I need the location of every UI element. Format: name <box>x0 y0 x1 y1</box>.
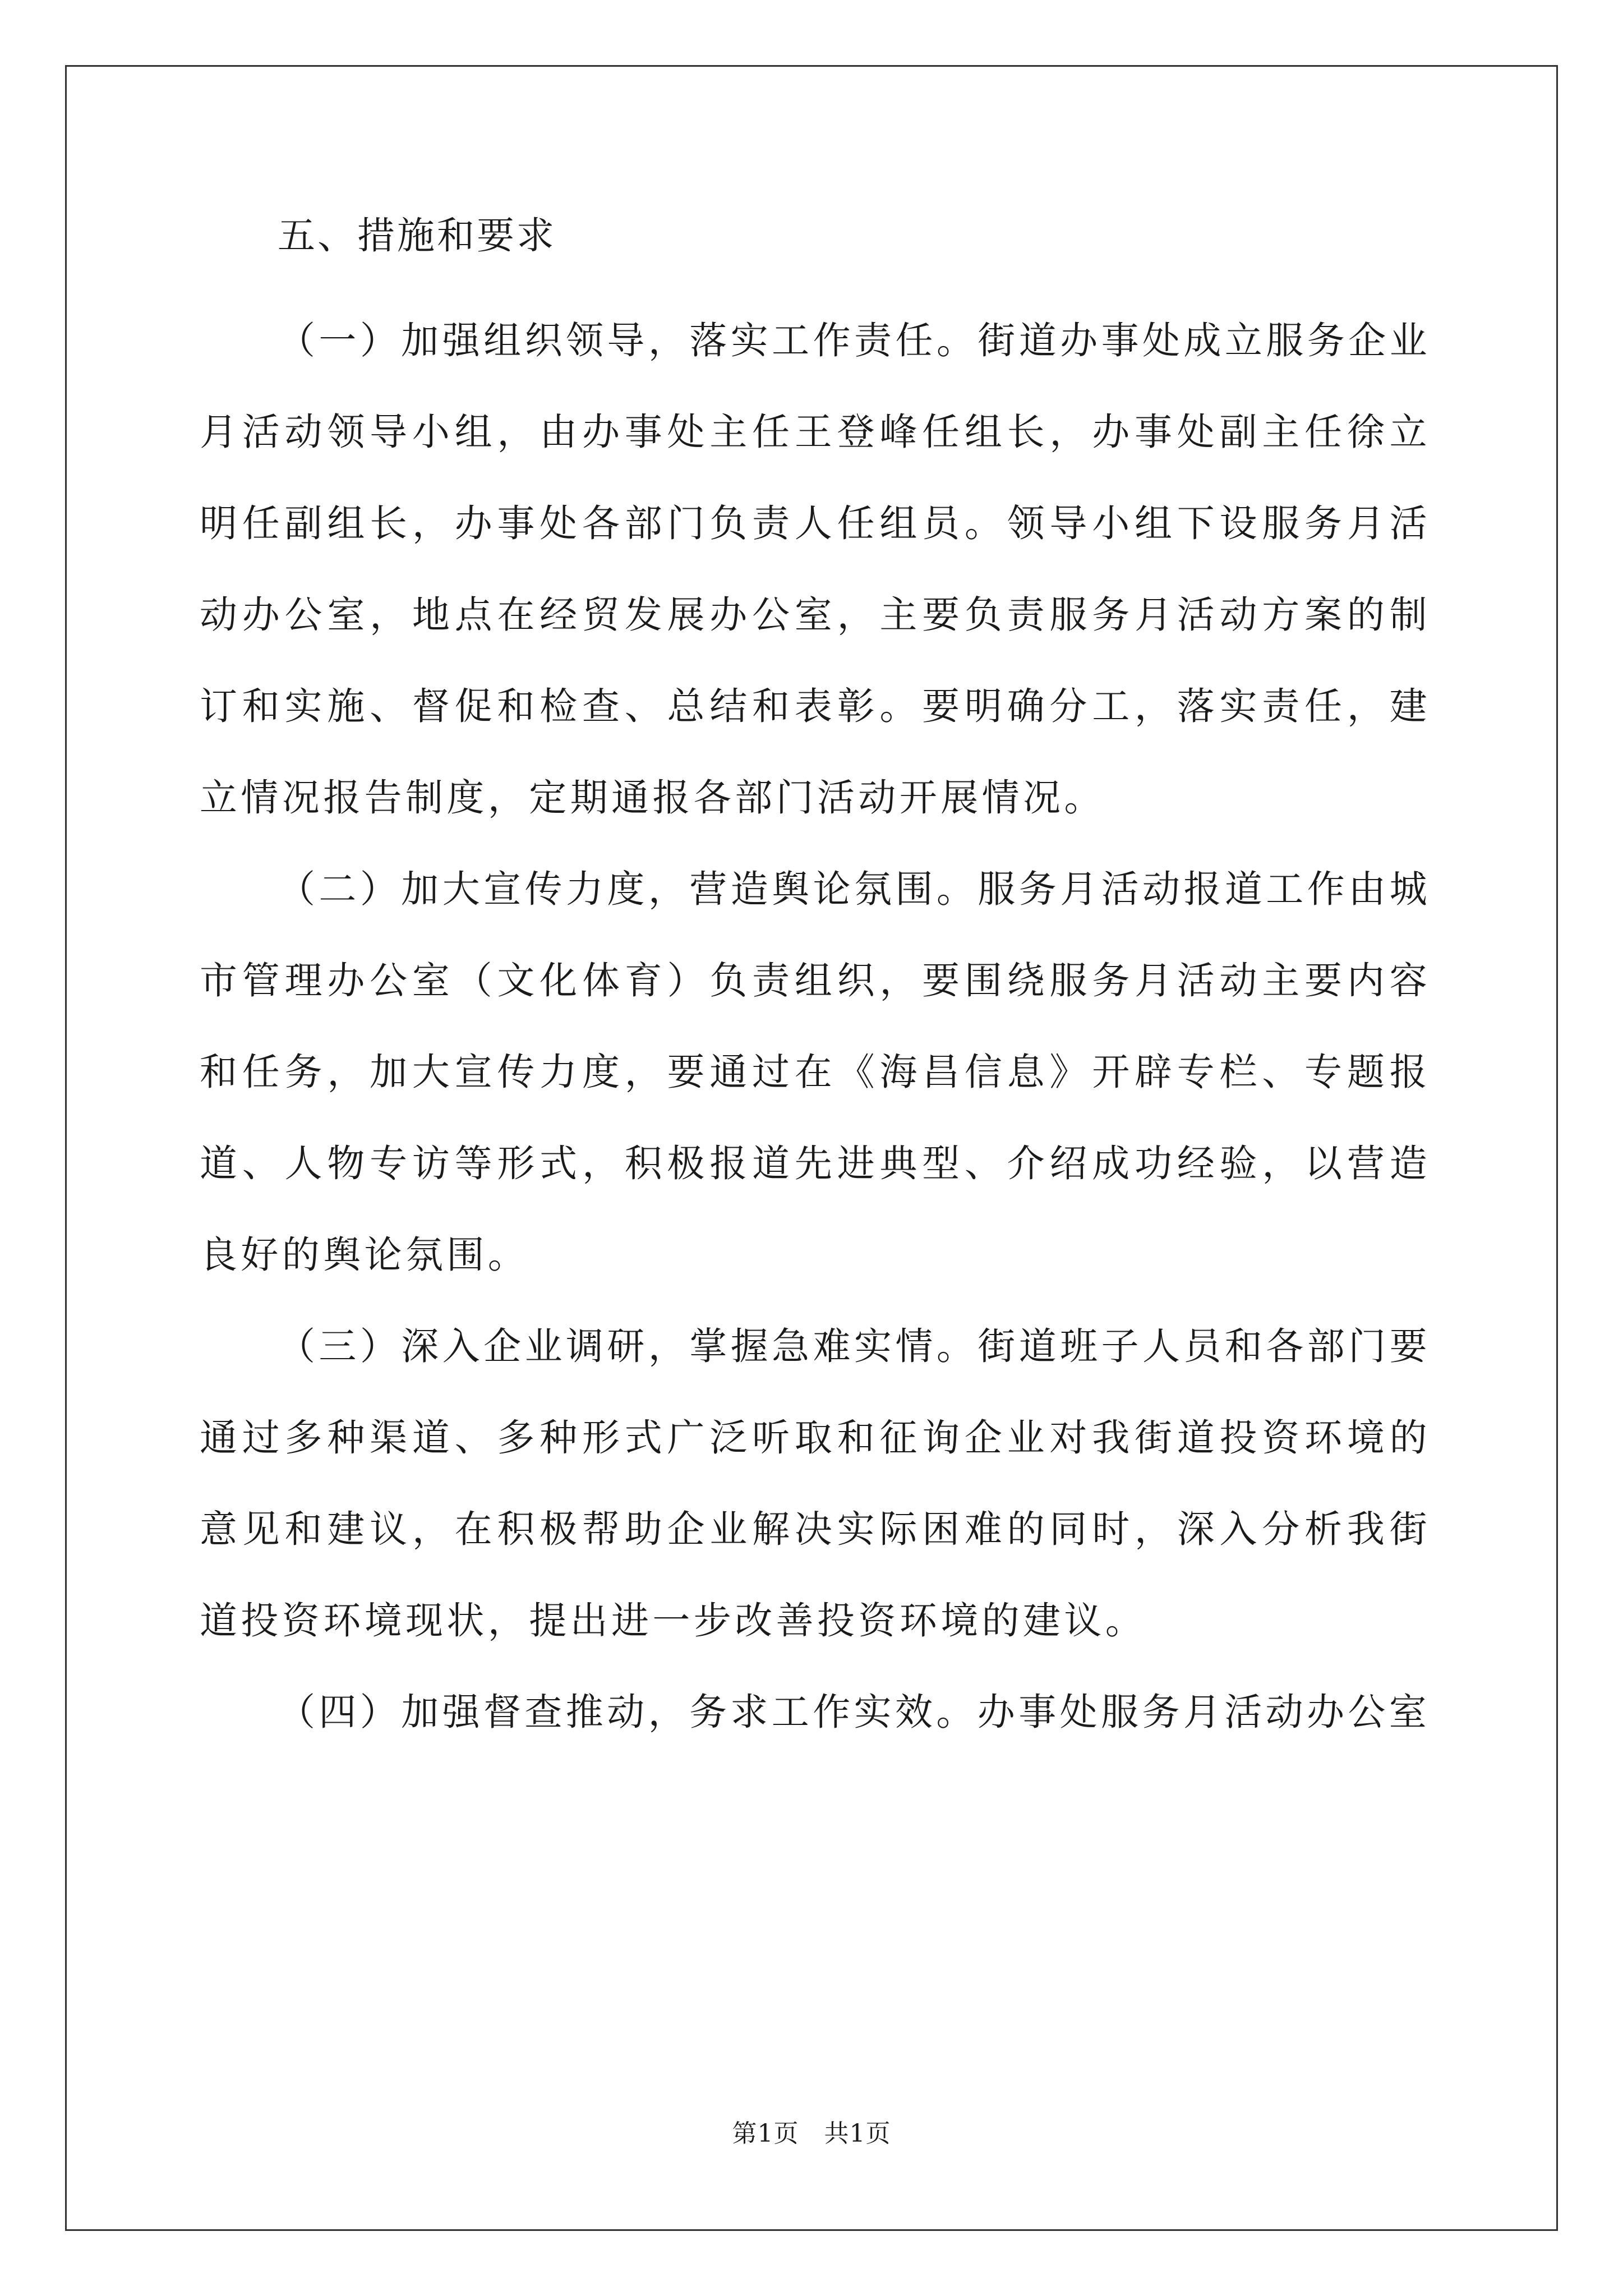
paragraph-2: （二）加大宣传力度，营造舆论氛围。服务月活动报道工作由城市管理办公室（文化体育）负责组织，要围绕服务月活动主要内容和任务，加大宣传力度，要通过在《海昌信息》开辟专栏、专题报道、人物专访等形式，积极报道先进典型、介绍成功经验，以营造良好的舆论氛围。 <box>200 867 1431 1277</box>
paragraph-4: （四）加强督查推动，务求工作实效。办事处服务月活动办公室 <box>278 1690 1431 1734</box>
paragraph-1: （一）加强组织领导，落实工作责任。街道办事处成立服务企业月活动领导小组，由办事处主任王登峰任组长，办事处副主任徐立明任副组长，办事处各部门负责人任组员。领导小组下设服务月活动办公室，地点在经贸发展办公室，主要负责服务月活动方案的制订和实施、督促和检查、总结和表彰。要明确分工，落实责任，建立情况报告制度，定期通报各部门活动开展情况。 <box>200 319 1431 820</box>
section-heading: 五、措施和要求 <box>278 214 556 257</box>
document-body <box>200 213 1431 1758</box>
page-number-footer: 第1页 共1页 <box>732 2119 891 2148</box>
paragraph-3: （三）深入企业调研，掌握急难实情。街道班子人员和各部门要通过多种渠道、多种形式广泛听取和征询企业对我街道投资环境的意见和建议，在积极帮助企业解决实际困难的同时，深入分析我街道投资环境现状，提出进一步改善投资环境的建议。 <box>200 1324 1431 1642</box>
